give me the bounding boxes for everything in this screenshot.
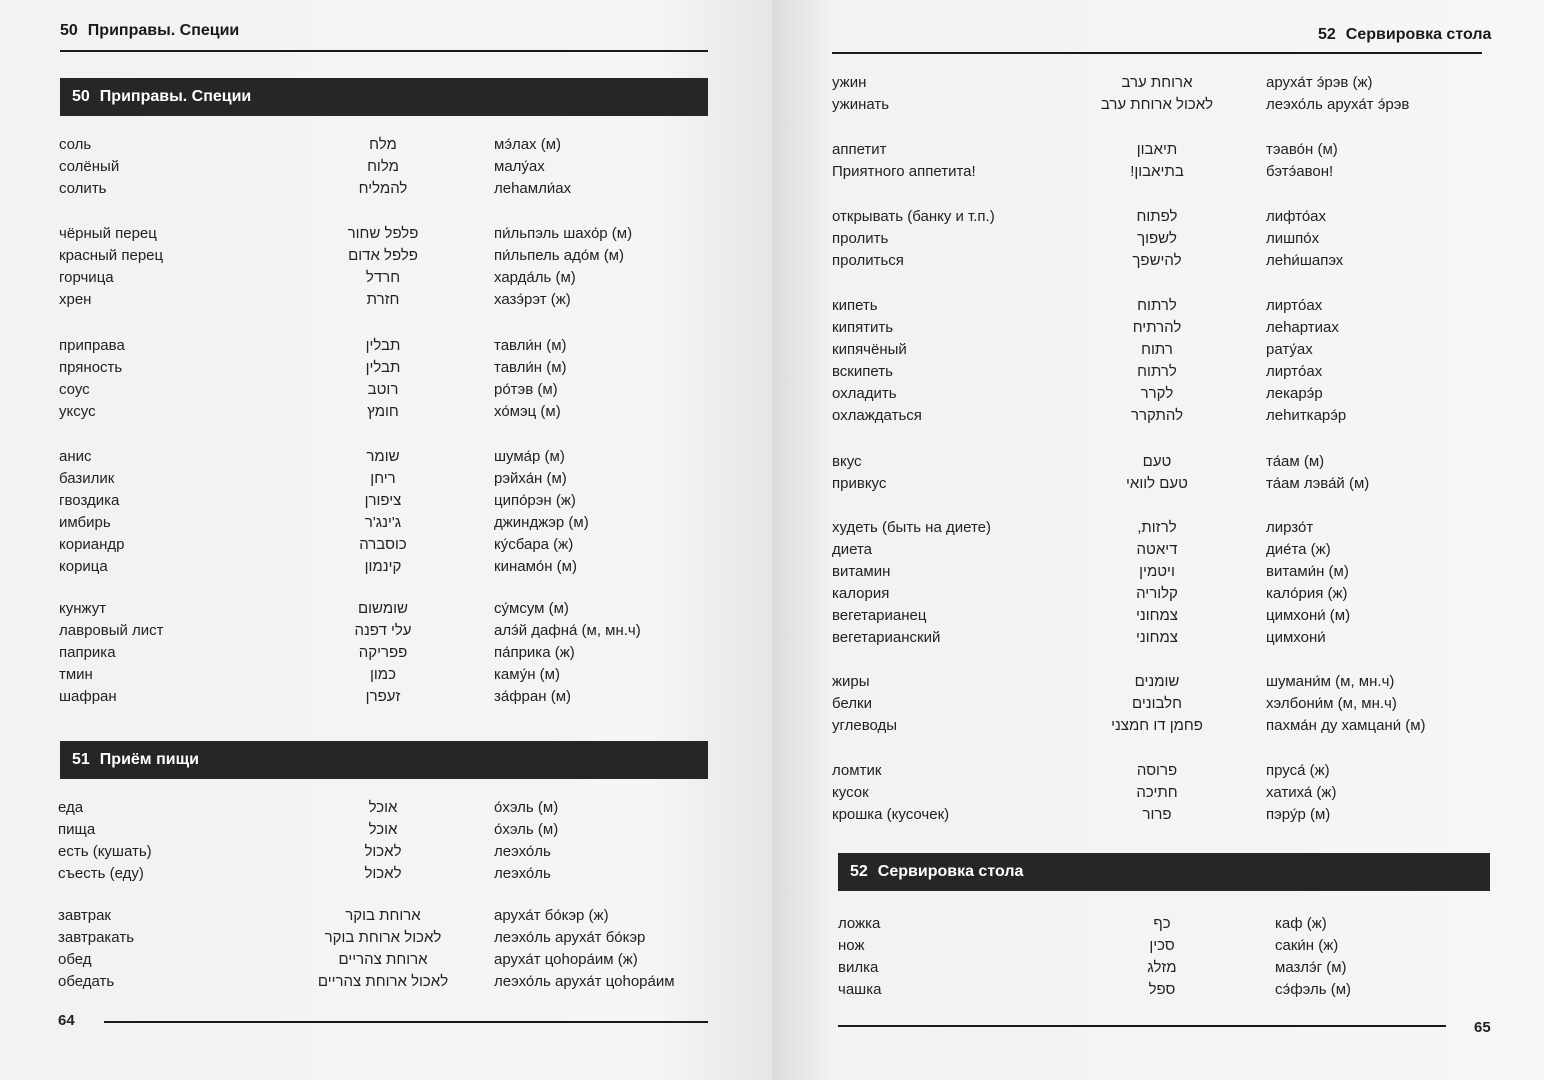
entry-row bbox=[0, 335, 772, 357]
transliteration: каф (ж) bbox=[1275, 915, 1327, 932]
entry-row bbox=[772, 605, 1544, 627]
transliteration: цимхони́ bbox=[1266, 629, 1326, 646]
russian-word: кунжут bbox=[59, 600, 107, 617]
running-head-title: Сервировка стола bbox=[1345, 26, 1492, 43]
running-head-number: 50 bbox=[60, 22, 78, 39]
hebrew-word: לפתוח bbox=[1136, 208, 1178, 225]
russian-word: тмин bbox=[59, 666, 93, 683]
hebrew-word: אוכל bbox=[368, 821, 398, 838]
russian-word: гвоздика bbox=[59, 492, 120, 509]
transliteration: леэхо́ль bbox=[494, 865, 551, 882]
entry-row bbox=[0, 401, 772, 423]
section-number: 50 bbox=[72, 88, 90, 105]
entry-row bbox=[772, 583, 1544, 605]
running-head-number: 52 bbox=[1318, 26, 1336, 43]
entry-row bbox=[0, 819, 772, 841]
russian-word: базилик bbox=[59, 470, 115, 487]
entry-row bbox=[772, 715, 1544, 737]
transliteration: хатиха́ (ж) bbox=[1266, 784, 1337, 801]
entry-group bbox=[0, 598, 772, 708]
entry-row bbox=[0, 949, 772, 971]
transliteration: пи́льпэль шахо́р (м) bbox=[494, 225, 633, 242]
entry-group bbox=[772, 671, 1544, 737]
hebrew-word: תבלין bbox=[365, 359, 401, 376]
hebrew-word: עלי דפנה bbox=[354, 622, 412, 639]
hebrew-word: לאכול ארוחת בוקר bbox=[324, 929, 442, 946]
entry-row bbox=[0, 289, 772, 311]
hebrew-word: חזרת bbox=[366, 291, 400, 308]
russian-word: соус bbox=[59, 381, 90, 398]
section-number: 52 bbox=[850, 863, 868, 880]
russian-word: имбирь bbox=[59, 514, 111, 531]
transliteration: леhи́шапэх bbox=[1266, 252, 1344, 269]
transliteration: тавли́н (м) bbox=[494, 337, 567, 354]
transliteration: джинджэр (м) bbox=[494, 514, 589, 531]
russian-word: худеть (быть на диете) bbox=[832, 519, 991, 536]
russian-word: солёный bbox=[59, 158, 120, 175]
transliteration: рату́ах bbox=[1266, 341, 1313, 358]
hebrew-word: לשפוך bbox=[1137, 230, 1177, 247]
russian-word: завтрак bbox=[58, 907, 111, 924]
transliteration: малу́ах bbox=[494, 158, 545, 175]
entry-row bbox=[0, 490, 772, 512]
russian-word: охладить bbox=[832, 385, 897, 402]
transliteration: хэлбони́м (м, мн.ч) bbox=[1266, 695, 1397, 712]
transliteration: сэ́фэль (м) bbox=[1275, 981, 1352, 998]
hebrew-word: שומר bbox=[366, 448, 400, 465]
entry-row bbox=[772, 913, 1544, 935]
footer-rule bbox=[104, 1021, 708, 1023]
hebrew-word: אוכל bbox=[368, 799, 398, 816]
russian-word: углеводы bbox=[832, 717, 898, 734]
hebrew-word: ארוחת ערב bbox=[1121, 74, 1193, 91]
transliteration: лиртó‌ах bbox=[1266, 363, 1323, 380]
hebrew-word: לרתוח bbox=[1137, 363, 1177, 380]
transliteration: лишпо́х bbox=[1266, 230, 1320, 247]
hebrew-word: לאכול ארוחת ערב bbox=[1100, 96, 1214, 113]
transliteration: ципо́рэн (ж) bbox=[494, 492, 576, 509]
transliteration: аруха́т цоhора́им (ж) bbox=[494, 951, 638, 968]
transliteration: цимхони́ (м) bbox=[1266, 607, 1351, 624]
russian-word: кусок bbox=[832, 784, 869, 801]
russian-word: диета bbox=[832, 541, 873, 558]
section-number: 51 bbox=[72, 751, 90, 768]
hebrew-word: פרוסה bbox=[1136, 762, 1178, 779]
transliteration: витами́н (м) bbox=[1266, 563, 1349, 580]
footer-rule bbox=[838, 1025, 1446, 1027]
entry-group bbox=[0, 134, 772, 200]
transliteration: харда́ль (м) bbox=[494, 269, 576, 286]
russian-word: пролить bbox=[832, 230, 889, 247]
transliteration: рэйха́н (м) bbox=[494, 470, 567, 487]
russian-word: вскипеть bbox=[832, 363, 893, 380]
entry-row bbox=[772, 782, 1544, 804]
entry-group bbox=[0, 905, 772, 993]
russian-word: обедать bbox=[58, 973, 115, 990]
russian-word: нож bbox=[838, 937, 865, 954]
hebrew-word: צמחוני bbox=[1136, 607, 1178, 624]
transliteration: та́ам (м) bbox=[1266, 453, 1325, 470]
entry-row bbox=[0, 468, 772, 490]
entry-group bbox=[772, 913, 1544, 1001]
transliteration: тавли́н (м) bbox=[494, 359, 567, 376]
transliteration: пруса́ (ж) bbox=[1266, 762, 1330, 779]
entry-row bbox=[772, 94, 1544, 116]
hebrew-word: כמון bbox=[370, 666, 396, 683]
entry-group bbox=[0, 335, 772, 423]
hebrew-word: תיאבון bbox=[1136, 141, 1178, 158]
russian-word: обед bbox=[58, 951, 92, 968]
russian-word: открывать (банку и т.п.) bbox=[832, 208, 995, 225]
russian-word: витамин bbox=[832, 563, 891, 580]
hebrew-word: ספל bbox=[1148, 981, 1176, 998]
russian-word: кипятить bbox=[832, 319, 894, 336]
entry-row bbox=[772, 627, 1544, 649]
entry-row bbox=[772, 539, 1544, 561]
hebrew-word: ויטמין bbox=[1139, 563, 1175, 580]
hebrew-word: להתקרר bbox=[1130, 407, 1184, 424]
transliteration: су́мсум (м) bbox=[494, 600, 569, 617]
entry-row bbox=[0, 686, 772, 708]
hebrew-word: תבלין bbox=[365, 337, 401, 354]
entry-row bbox=[772, 451, 1544, 473]
entry-row bbox=[772, 317, 1544, 339]
transliteration: леhартиах bbox=[1266, 319, 1339, 336]
entry-row bbox=[0, 905, 772, 927]
russian-word: съесть (еду) bbox=[58, 865, 144, 882]
entry-group bbox=[772, 206, 1544, 272]
transliteration: шума́р (м) bbox=[494, 448, 565, 465]
russian-word: корица bbox=[59, 558, 108, 575]
entry-row bbox=[772, 250, 1544, 272]
russian-word: белки bbox=[832, 695, 872, 712]
section-header-50 bbox=[60, 78, 708, 116]
russian-word: паприка bbox=[59, 644, 116, 661]
entry-row bbox=[772, 295, 1544, 317]
running-head bbox=[1318, 26, 1491, 44]
transliteration: шумани́м (м, мн.ч) bbox=[1266, 673, 1395, 690]
russian-word: солить bbox=[59, 180, 107, 197]
transliteration: аруха́т э́рэв (ж) bbox=[1266, 74, 1373, 91]
transliteration: хо́мэц (м) bbox=[494, 403, 561, 420]
transliteration: бэтэ́авон! bbox=[1266, 163, 1334, 180]
running-head bbox=[60, 22, 239, 40]
russian-word: привкус bbox=[832, 475, 887, 492]
russian-word: кипеть bbox=[832, 297, 878, 314]
russian-word: вегетарианец bbox=[832, 607, 927, 624]
hebrew-word: רתוח bbox=[1141, 341, 1173, 358]
russian-word: приправа bbox=[59, 337, 125, 354]
entry-row bbox=[0, 863, 772, 885]
russian-word: Приятного аппетита! bbox=[832, 163, 976, 180]
russian-word: шафран bbox=[59, 688, 117, 705]
russian-word: вкус bbox=[832, 453, 862, 470]
transliteration: пахма́н ду хамцани́ (м) bbox=[1266, 717, 1426, 734]
entry-row bbox=[772, 228, 1544, 250]
entry-row bbox=[772, 517, 1544, 539]
entry-row bbox=[772, 671, 1544, 693]
transliteration: па́прика (ж) bbox=[494, 644, 575, 661]
entry-row bbox=[772, 979, 1544, 1001]
transliteration: та́ам лэва́й (м) bbox=[1266, 475, 1370, 492]
entry-row bbox=[772, 957, 1544, 979]
transliteration: саки́н (ж) bbox=[1275, 937, 1339, 954]
hebrew-word: לרזות, bbox=[1137, 519, 1177, 536]
page-number: 65 bbox=[1474, 1019, 1491, 1036]
entry-row bbox=[772, 72, 1544, 94]
transliteration: кало́рия (ж) bbox=[1266, 585, 1348, 602]
entry-row bbox=[0, 620, 772, 642]
entry-row bbox=[772, 206, 1544, 228]
entry-group bbox=[772, 295, 1544, 427]
entry-row bbox=[772, 161, 1544, 183]
hebrew-word: פלפל אדום bbox=[348, 247, 418, 264]
transliteration: алэ́й дафна́ (м, мн.ч) bbox=[494, 622, 641, 639]
hebrew-word: רוטב bbox=[367, 381, 399, 398]
russian-word: кориандр bbox=[59, 536, 125, 553]
russian-word: вегетарианский bbox=[832, 629, 941, 646]
transliteration: лифто́ах bbox=[1266, 208, 1327, 225]
hebrew-word: סכין bbox=[1149, 937, 1175, 954]
transliteration: лекарэ́р bbox=[1266, 385, 1323, 402]
russian-word: пища bbox=[58, 821, 96, 838]
russian-word: чашка bbox=[838, 981, 882, 998]
hebrew-word: ריחן bbox=[370, 470, 396, 487]
entry-row bbox=[0, 134, 772, 156]
entry-row bbox=[0, 245, 772, 267]
transliteration: кинамо́н (м) bbox=[494, 558, 577, 575]
hebrew-word: לרתוח bbox=[1137, 297, 1177, 314]
header-rule bbox=[832, 52, 1482, 54]
entry-row bbox=[0, 797, 772, 819]
hebrew-word: פפריקה bbox=[358, 644, 408, 661]
russian-word: пролиться bbox=[832, 252, 904, 269]
hebrew-word: דיאטה bbox=[1136, 541, 1178, 558]
russian-word: ломтик bbox=[832, 762, 882, 779]
russian-word: лавровый лист bbox=[59, 622, 164, 639]
transliteration: леhамли́ах bbox=[494, 180, 572, 197]
section-title: Сервировка стола bbox=[877, 863, 1024, 880]
entry-row bbox=[0, 223, 772, 245]
transliteration: пэру́р (м) bbox=[1266, 806, 1331, 823]
entry-row bbox=[0, 156, 772, 178]
section-title: Приправы. Специи bbox=[99, 88, 252, 105]
entry-group bbox=[0, 223, 772, 311]
entry-row bbox=[772, 804, 1544, 826]
entry-row bbox=[772, 760, 1544, 782]
hebrew-word: בתיאבון! bbox=[1130, 163, 1184, 180]
entry-row bbox=[0, 534, 772, 556]
russian-word: жиры bbox=[832, 673, 870, 690]
hebrew-word: מזלג bbox=[1147, 959, 1177, 976]
transliteration: хазэ́рэт (ж) bbox=[494, 291, 571, 308]
russian-word: вилка bbox=[838, 959, 879, 976]
entry-row bbox=[0, 664, 772, 686]
transliteration: леэхо́ль аруха́т цоhора́им bbox=[494, 973, 675, 990]
hebrew-word: טעם bbox=[1142, 453, 1172, 470]
hebrew-word: כף bbox=[1153, 915, 1171, 932]
russian-word: ужин bbox=[832, 74, 867, 91]
entry-row bbox=[772, 361, 1544, 383]
entry-row bbox=[0, 446, 772, 468]
hebrew-word: חתיכה bbox=[1136, 784, 1178, 801]
hebrew-word: לאכול bbox=[364, 865, 402, 882]
entry-group bbox=[772, 517, 1544, 649]
running-head-title: Приправы. Специи bbox=[87, 22, 240, 39]
entry-row bbox=[0, 927, 772, 949]
entry-group bbox=[0, 797, 772, 885]
russian-word: горчица bbox=[59, 269, 114, 286]
hebrew-word: להמליח bbox=[358, 180, 408, 197]
entry-group bbox=[772, 72, 1544, 116]
russian-word: аппетит bbox=[832, 141, 887, 158]
transliteration: пи́льпель адо́м (м) bbox=[494, 247, 624, 264]
hebrew-word: חרדל bbox=[365, 269, 401, 286]
transliteration: каму́н (м) bbox=[494, 666, 560, 683]
russian-word: кипячёный bbox=[832, 341, 907, 358]
page-number: 64 bbox=[58, 1012, 75, 1029]
hebrew-word: צמחוני bbox=[1136, 629, 1178, 646]
entry-row bbox=[0, 379, 772, 401]
right-page bbox=[772, 0, 1544, 1080]
entry-row bbox=[772, 405, 1544, 427]
transliteration: лирзо́т bbox=[1266, 519, 1314, 536]
hebrew-word: קלוריה bbox=[1136, 585, 1178, 602]
hebrew-word: זעפרן bbox=[365, 688, 401, 705]
hebrew-word: ציפורן bbox=[364, 492, 402, 509]
transliteration: мазлэ́г (м) bbox=[1275, 959, 1347, 976]
hebrew-word: חלבונים bbox=[1132, 695, 1182, 712]
entry-row bbox=[772, 561, 1544, 583]
transliteration: ро́тэв (м) bbox=[494, 381, 558, 398]
hebrew-word: שומשום bbox=[357, 600, 409, 617]
transliteration: лиртó‌ах bbox=[1266, 297, 1323, 314]
hebrew-word: חומץ bbox=[367, 403, 399, 420]
section-header-52 bbox=[838, 853, 1490, 891]
entry-row bbox=[0, 267, 772, 289]
transliteration: о́хэль (м) bbox=[494, 799, 559, 816]
transliteration: леэхо́ль bbox=[494, 843, 551, 860]
hebrew-word: להישפך bbox=[1132, 252, 1182, 269]
russian-word: ужинать bbox=[832, 96, 890, 113]
transliteration: тэаво́н (м) bbox=[1266, 141, 1338, 158]
entry-row bbox=[772, 935, 1544, 957]
entry-group bbox=[772, 139, 1544, 183]
hebrew-word: שומנים bbox=[1134, 673, 1180, 690]
entry-row bbox=[772, 383, 1544, 405]
hebrew-word: מלח bbox=[369, 136, 397, 153]
transliteration: леэхо́ль аруха́т бо́кэр bbox=[494, 929, 646, 946]
russian-word: чёрный перец bbox=[59, 225, 157, 242]
entry-row bbox=[772, 339, 1544, 361]
russian-word: еда bbox=[58, 799, 84, 816]
russian-word: соль bbox=[59, 136, 92, 153]
russian-word: есть (кушать) bbox=[58, 843, 152, 860]
hebrew-word: פרור bbox=[1142, 806, 1172, 823]
entry-group bbox=[772, 760, 1544, 826]
russian-word: красный перец bbox=[59, 247, 164, 264]
russian-word: хрен bbox=[59, 291, 92, 308]
hebrew-word: להרתיח bbox=[1132, 319, 1182, 336]
transliteration: о́хэль (м) bbox=[494, 821, 559, 838]
entry-group bbox=[0, 446, 772, 578]
hebrew-word: פחמן דו חמצני bbox=[1111, 717, 1203, 734]
hebrew-word: מלוח bbox=[367, 158, 399, 175]
transliteration: леhиткарэ́р bbox=[1266, 407, 1347, 424]
russian-word: анис bbox=[59, 448, 92, 465]
russian-word: пряность bbox=[59, 359, 123, 376]
hebrew-word: טעם לוואי bbox=[1126, 475, 1188, 492]
header-rule bbox=[60, 50, 708, 52]
transliteration: аруха́т бо́кэр (ж) bbox=[494, 907, 609, 924]
entry-row bbox=[772, 139, 1544, 161]
entry-row bbox=[0, 512, 772, 534]
russian-word: ложка bbox=[838, 915, 881, 932]
russian-word: уксус bbox=[59, 403, 96, 420]
russian-word: крошка (кусочек) bbox=[832, 806, 950, 823]
hebrew-word: לאכול bbox=[364, 843, 402, 860]
section-title: Приём пищи bbox=[99, 751, 199, 768]
entry-row bbox=[0, 357, 772, 379]
hebrew-word: לאכול ארוחת צהריים bbox=[317, 973, 449, 990]
entry-row bbox=[0, 556, 772, 578]
russian-word: завтракать bbox=[58, 929, 135, 946]
hebrew-word: ארוחת בוקר bbox=[345, 907, 421, 924]
hebrew-word: ארוחת צהריים bbox=[338, 951, 428, 968]
entry-group bbox=[772, 451, 1544, 495]
hebrew-word: ג'ינג'ר bbox=[364, 514, 402, 531]
hebrew-word: כוסברה bbox=[359, 536, 407, 553]
entry-row bbox=[0, 642, 772, 664]
section-header-51 bbox=[60, 741, 708, 779]
hebrew-word: לקרר bbox=[1140, 385, 1174, 402]
transliteration: леэхо́ль аруха́т э́рэв bbox=[1266, 96, 1410, 113]
entry-row bbox=[0, 971, 772, 993]
hebrew-word: קינמון bbox=[364, 558, 402, 575]
entry-row bbox=[0, 598, 772, 620]
entry-row bbox=[772, 693, 1544, 715]
transliteration: ку́сбара (ж) bbox=[494, 536, 574, 553]
transliteration: за́фран (м) bbox=[494, 688, 571, 705]
russian-word: калория bbox=[832, 585, 890, 602]
transliteration: дие́та (ж) bbox=[1266, 541, 1331, 558]
russian-word: охлаждаться bbox=[832, 407, 922, 424]
transliteration: мэ́лах (м) bbox=[494, 136, 562, 153]
entry-row bbox=[0, 178, 772, 200]
entry-row bbox=[772, 473, 1544, 495]
entry-row bbox=[0, 841, 772, 863]
hebrew-word: פלפל שחור bbox=[347, 225, 419, 242]
